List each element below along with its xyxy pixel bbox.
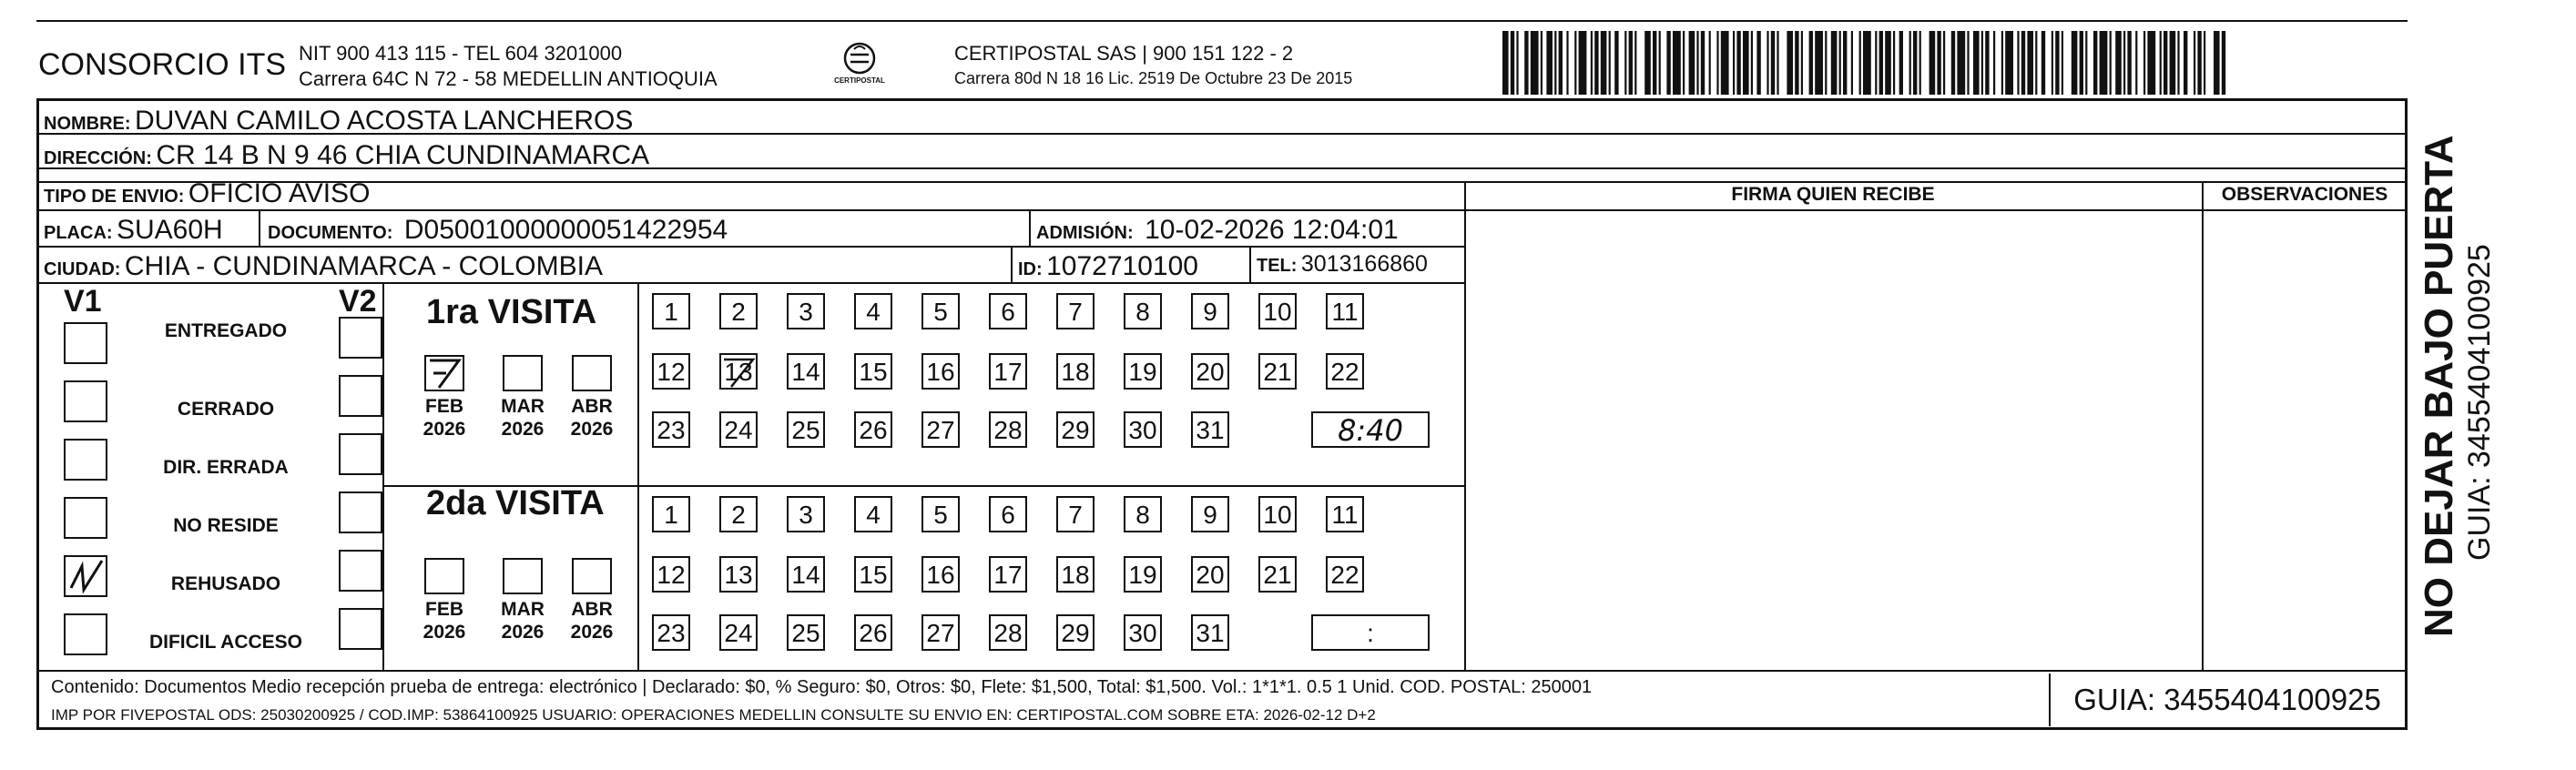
day-box[interactable]: 2 <box>719 293 758 329</box>
direccion-row: DIRECCIÓN: CR 14 B N 9 46 CHIA CUNDINAMARCA <box>44 140 650 170</box>
day-box[interactable]: 4 <box>854 496 892 532</box>
admision-row: ADMISIÓN: 10-02-2026 12:04:01 <box>1036 215 1399 245</box>
barcode-bar <box>1709 31 1711 95</box>
v2-checkbox[interactable] <box>339 433 382 475</box>
day-box[interactable]: 22 <box>1326 556 1364 593</box>
side-guia: GUIA: 3455404100925 <box>2462 244 2497 561</box>
barcode-bar <box>1893 31 1895 95</box>
year-label: 2026 <box>501 419 545 440</box>
barcode-bar <box>1767 31 1768 95</box>
barcode-bar <box>1751 31 1753 95</box>
observaciones-header: OBSERVACIONES <box>2221 184 2388 205</box>
firma-header: FIRMA QUIEN RECIBE <box>1731 184 1935 205</box>
barcode-bar <box>2085 31 2087 95</box>
month-label: ABR <box>571 396 613 417</box>
day-box[interactable]: 29 <box>1056 411 1095 448</box>
barcode-bar <box>2204 31 2205 95</box>
month-label: MAR <box>501 396 545 417</box>
barcode-bar <box>1909 31 1911 95</box>
nombre-row: NOMBRE: DUVAN CAMILO ACOSTA LANCHEROS <box>44 106 634 136</box>
barcode-bar <box>2160 31 2162 95</box>
day-box[interactable]: 14 <box>787 353 825 390</box>
day-box[interactable]: 4 <box>854 293 892 329</box>
day-box[interactable]: 12 <box>652 353 690 390</box>
barcode-bar <box>2214 31 2220 95</box>
tipo-value: OFICIO AVISO <box>188 178 371 208</box>
barcode-bar <box>1957 31 1965 95</box>
barcode-bar <box>1825 31 1827 95</box>
day-box[interactable]: 15 <box>854 556 892 593</box>
barcode-bar <box>1815 31 1823 95</box>
visit-option-label: REHUSADO <box>170 573 281 594</box>
day-box[interactable]: 9 <box>1191 293 1229 329</box>
month-checkbox[interactable] <box>424 355 464 391</box>
guia-number: GUIA: 3455404100925 <box>2049 674 2404 726</box>
barcode-bar <box>2055 31 2059 95</box>
barcode-bar <box>1511 31 1514 95</box>
barcode-bar <box>1673 31 1681 95</box>
day-box[interactable]: 16 <box>921 353 960 390</box>
v1-checkbox[interactable] <box>64 613 107 655</box>
tel-value: 3013166860 <box>1300 251 1428 277</box>
day-box[interactable]: 19 <box>1124 556 1162 593</box>
barcode-bar <box>1653 31 1656 95</box>
v1-checkbox[interactable] <box>64 322 107 364</box>
year-label: 2026 <box>501 622 545 643</box>
barcode-bar <box>1913 31 1917 95</box>
barcode-bar <box>1756 31 1760 95</box>
day-box[interactable]: 23 <box>652 411 690 448</box>
company-address: Carrera 64C N 72 - 58 MEDELLIN ANTIOQUIA <box>299 67 718 90</box>
month-label: ABR <box>571 599 613 620</box>
certipostal-id: CERTIPOSTAL SAS | 900 151 122 - 2 <box>954 42 1294 65</box>
tel-row: TEL: 3013166860 <box>1257 251 1428 277</box>
month-checkbox[interactable] <box>424 558 464 594</box>
barcode-bar <box>2017 31 2019 95</box>
barcode-bar <box>1683 31 1685 95</box>
company-name: CONSORCIO ITS <box>38 47 287 82</box>
barcode-bar <box>1809 31 1813 95</box>
v1-header: V1 <box>64 284 102 319</box>
barcode-bar <box>1875 31 1877 95</box>
day-box[interactable]: 1 <box>652 293 690 329</box>
day-box[interactable]: 28 <box>989 614 1027 651</box>
certipostal-address: Carrera 80d N 18 16 Lic. 2519 De Octubre 23 De 2015 <box>954 69 1353 87</box>
id-row: ID: 1072710100 <box>1018 251 1198 281</box>
month-checkbox[interactable] <box>503 558 543 594</box>
day-box[interactable]: 1 <box>652 496 690 532</box>
barcode-bar <box>2143 31 2145 95</box>
barcode-bar <box>1716 31 1718 95</box>
barcode-bar <box>1524 31 1528 95</box>
v1-checkbox[interactable] <box>64 439 107 481</box>
v2-checkbox[interactable] <box>339 550 382 592</box>
month-checkbox[interactable] <box>503 355 543 391</box>
barcode-bar <box>1973 31 1980 95</box>
month-year-label <box>563 598 621 643</box>
barcode-bar <box>2041 31 2045 95</box>
year-label: 2026 <box>423 419 466 440</box>
barcode-bar <box>1859 31 1861 95</box>
month-checkbox[interactable] <box>572 355 612 391</box>
barcode-bar <box>2100 31 2108 95</box>
day-box[interactable]: 20 <box>1191 556 1229 593</box>
barcode-bar <box>2052 31 2053 95</box>
barcode-bar <box>1993 31 1995 95</box>
certipostal-logo: CERTIPOSTAL <box>827 36 892 95</box>
day-box[interactable]: 5 <box>921 293 960 329</box>
barcode-bar <box>2184 31 2187 95</box>
barcode-bar <box>1863 31 1871 95</box>
barcode-bar <box>1591 31 1593 95</box>
barcode-bar <box>1559 31 1563 95</box>
barcode-bar <box>1843 31 1847 95</box>
day-box[interactable]: 16 <box>921 556 960 593</box>
v2-checkbox[interactable] <box>339 375 382 417</box>
barcode-bar <box>1566 31 1568 95</box>
barcode-bar <box>1899 31 1903 95</box>
month-year-label <box>494 598 552 643</box>
footer-contenido: Contenido: Documentos Medio recepción prueba de entrega: electrónico | Declarado: $0, % Seguro: $0, Otros: $0, Flete: $1,500, Total: $1,500. Vol.: 1*1*1. 0.5 1 Unid. COD. POSTAL: 250001 <box>51 677 1593 697</box>
ciudad-value: CHIA - CUNDINAMARCA - COLOMBIA <box>124 251 603 281</box>
month-year-label <box>563 395 621 441</box>
day-box[interactable]: 31 <box>1191 411 1229 448</box>
barcode-bar <box>1929 31 1936 95</box>
visit-option-label: DIFICIL ACCESO <box>148 632 302 653</box>
barcode-bar <box>2110 31 2112 95</box>
barcode-bar <box>1736 31 1740 95</box>
v1-checkbox[interactable] <box>64 555 107 597</box>
barcode-bar <box>2080 31 2083 95</box>
year-label: 2026 <box>570 419 614 440</box>
barcode-bar <box>1644 31 1651 95</box>
company-nit: NIT 900 413 115 - TEL 604 3201000 <box>299 42 623 65</box>
day-box[interactable]: 12 <box>652 556 690 593</box>
day-box[interactable]: 24 <box>719 614 758 651</box>
ciudad-row: CIUDAD: CHIA - CUNDINAMARCA - COLOMBIA <box>44 251 603 281</box>
v2-checkbox[interactable] <box>339 317 382 359</box>
v2-checkbox[interactable] <box>339 608 382 650</box>
day-box[interactable]: 2 <box>719 496 758 532</box>
day-box[interactable]: 13 <box>719 556 758 593</box>
barcode-bar <box>2035 31 2037 95</box>
barcode-bar <box>1516 31 1518 95</box>
day-box[interactable]: 22 <box>1326 353 1364 390</box>
v2-checkbox[interactable] <box>339 491 382 533</box>
month-label: FEB <box>425 599 463 620</box>
day-box[interactable]: 21 <box>1258 353 1297 390</box>
year-label: 2026 <box>570 622 614 643</box>
day-box[interactable]: 6 <box>989 293 1027 329</box>
barcode-bar <box>2027 31 2033 95</box>
barcode-bar <box>2001 31 2003 95</box>
barcode-bar <box>1666 31 1670 95</box>
day-box[interactable]: 14 <box>787 556 825 593</box>
barcode-bar <box>1721 31 1729 95</box>
day-box[interactable]: 10 <box>1258 293 1297 329</box>
barcode-bar <box>1943 31 1945 95</box>
top-rule <box>36 20 2408 22</box>
barcode-bar <box>2127 31 2131 95</box>
barcode-bar <box>1937 31 1940 95</box>
barcode-bar <box>1629 31 1633 95</box>
admision-value: 10-02-2026 12:04:01 <box>1145 215 1399 245</box>
day-box[interactable]: 17 <box>989 353 1027 390</box>
day-box[interactable]: 24 <box>719 411 758 448</box>
barcode-bar <box>1546 31 1553 95</box>
barcode-bar <box>1787 31 1793 95</box>
barcode-bar <box>1601 31 1607 95</box>
barcode-bar <box>1609 31 1611 95</box>
first-visit-title: 1ra VISITA <box>426 293 597 331</box>
barcode-bar <box>2123 31 2125 95</box>
barcode-bar <box>1594 31 1598 95</box>
barcode-bar <box>2135 31 2137 95</box>
barcode-bar <box>1839 31 1841 95</box>
barcode-bar <box>1579 31 1587 95</box>
barcode-bar <box>1701 31 1705 95</box>
barcode-bar <box>1659 31 1661 95</box>
day-box[interactable]: 28 <box>989 411 1027 448</box>
first-visit-time[interactable]: 8:40 <box>1311 411 1430 448</box>
barcode-bar <box>1531 31 1539 95</box>
barcode-bar <box>2164 31 2167 95</box>
direccion-value: CR 14 B N 9 46 CHIA CUNDINAMARCA <box>156 140 650 170</box>
day-box[interactable]: 27 <box>921 614 960 651</box>
barcode-bar <box>1554 31 1556 95</box>
day-box[interactable]: 30 <box>1124 614 1162 651</box>
barcode-bar <box>2005 31 2013 95</box>
barcode-bar <box>1696 31 1698 95</box>
day-box[interactable]: 31 <box>1191 614 1229 651</box>
barcode-bar <box>1771 31 1775 95</box>
barcode-bar <box>1614 31 1618 95</box>
day-box[interactable]: 15 <box>854 353 892 390</box>
month-label: MAR <box>501 599 545 620</box>
visit-option-label: DIR. ERRADA <box>163 457 289 478</box>
barcode-bar <box>1541 31 1543 95</box>
barcode-bar <box>1777 31 1778 95</box>
day-box[interactable]: 25 <box>787 614 825 651</box>
id-value: 1072710100 <box>1046 251 1198 281</box>
day-box[interactable]: 23 <box>652 614 690 651</box>
nombre-value: DUVAN CAMILO ACOSTA LANCHEROS <box>135 106 634 136</box>
footer-imp: IMP POR FIVEPOSTAL ODS: 25030200925 / COD.IMP: 53864100925 USUARIO: OPERACIONES MEDELLIN CONSULTE SU ENVIO EN: CERTIPOSTAL.COM SOBRE ETA: 2026-02-12 D+2 <box>51 706 1376 724</box>
barcode-bar <box>2147 31 2155 95</box>
day-box[interactable]: 29 <box>1056 614 1095 651</box>
visit-option-label: CERRADO <box>177 399 275 420</box>
month-year-label <box>415 395 473 441</box>
barcode-bar <box>2222 31 2225 95</box>
day-box[interactable]: 6 <box>989 496 1027 532</box>
day-box[interactable]: 5 <box>921 496 960 532</box>
second-visit-title: 2da VISITA <box>426 484 605 522</box>
day-box[interactable]: 20 <box>1191 353 1229 390</box>
day-box[interactable]: 26 <box>854 411 892 448</box>
barcode-bar <box>2021 31 2025 95</box>
day-box[interactable]: 7 <box>1056 496 1095 532</box>
barcode-bar <box>2194 31 2195 95</box>
day-box[interactable]: 13 <box>719 353 758 390</box>
barcode-bar <box>2062 31 2063 95</box>
barcode-bar <box>2177 31 2179 95</box>
barcode-bar <box>2197 31 2201 95</box>
barcode-bar <box>1574 31 1576 95</box>
documento-value: D05001000000051422954 <box>403 215 728 245</box>
month-checkbox[interactable] <box>572 558 612 594</box>
barcode-bar <box>1885 31 1891 95</box>
barcode-bar <box>1879 31 1883 95</box>
barcode-bar <box>1801 31 1803 95</box>
v1-checkbox[interactable] <box>64 497 107 539</box>
barcode-bar <box>1951 31 1955 95</box>
day-box[interactable]: 10 <box>1258 496 1297 532</box>
barcode-bar <box>2170 31 2176 95</box>
v2-header: V2 <box>339 284 377 319</box>
v1-checkbox[interactable] <box>64 380 107 422</box>
barcode <box>1502 31 2226 95</box>
tipo-row: TIPO DE ENVIO: OFICIO AVISO <box>44 178 371 208</box>
day-box[interactable]: 8 <box>1124 496 1162 532</box>
second-visit-time[interactable]: : <box>1311 614 1430 651</box>
barcode-bar <box>1743 31 1749 95</box>
day-box[interactable]: 3 <box>787 293 825 329</box>
barcode-bar <box>1831 31 1838 95</box>
day-box[interactable]: 19 <box>1124 353 1162 390</box>
day-box[interactable]: 21 <box>1258 556 1297 593</box>
documento-row: DOCUMENTO: D05001000000051422954 <box>268 215 728 245</box>
month-label: FEB <box>425 396 463 417</box>
barcode-bar <box>1502 31 1509 95</box>
barcode-bar <box>1733 31 1735 95</box>
day-box[interactable]: 3 <box>787 496 825 532</box>
day-box[interactable]: 26 <box>854 614 892 651</box>
day-box[interactable]: 9 <box>1191 496 1229 532</box>
placa-value: SUA60H <box>117 215 223 245</box>
day-box[interactable]: 27 <box>921 411 960 448</box>
placa-row: PLACA: SUA60H <box>44 215 223 245</box>
day-box[interactable]: 7 <box>1056 293 1095 329</box>
day-box[interactable]: 8 <box>1124 293 1162 329</box>
barcode-bar <box>1634 31 1636 95</box>
day-box[interactable]: 11 <box>1326 293 1364 329</box>
month-year-label <box>415 598 473 643</box>
visit-option-label: NO RESIDE <box>173 515 279 536</box>
day-box[interactable]: 17 <box>989 556 1027 593</box>
visit-option-label: ENTREGADO <box>164 320 288 341</box>
barcode-bar <box>1981 31 1983 95</box>
barcode-bar <box>2115 31 2122 95</box>
day-box[interactable]: 30 <box>1124 411 1162 448</box>
barcode-bar <box>1919 31 1921 95</box>
day-box[interactable]: 18 <box>1056 353 1095 390</box>
barcode-bar <box>1967 31 1969 95</box>
month-year-label <box>494 395 552 441</box>
barcode-bar <box>2093 31 2097 95</box>
side-warning: NO DEJAR BAJO PUERTA <box>2417 135 2461 637</box>
barcode-bar <box>1689 31 1695 95</box>
day-box[interactable]: 25 <box>787 411 825 448</box>
barcode-bar <box>2072 31 2078 95</box>
year-label: 2026 <box>423 622 466 643</box>
barcode-bar <box>1795 31 1798 95</box>
barcode-bar <box>1851 31 1853 95</box>
day-box[interactable]: 11 <box>1326 496 1364 532</box>
barcode-bar <box>1985 31 1989 95</box>
day-box[interactable]: 18 <box>1056 556 1095 593</box>
barcode-bar <box>1624 31 1626 95</box>
